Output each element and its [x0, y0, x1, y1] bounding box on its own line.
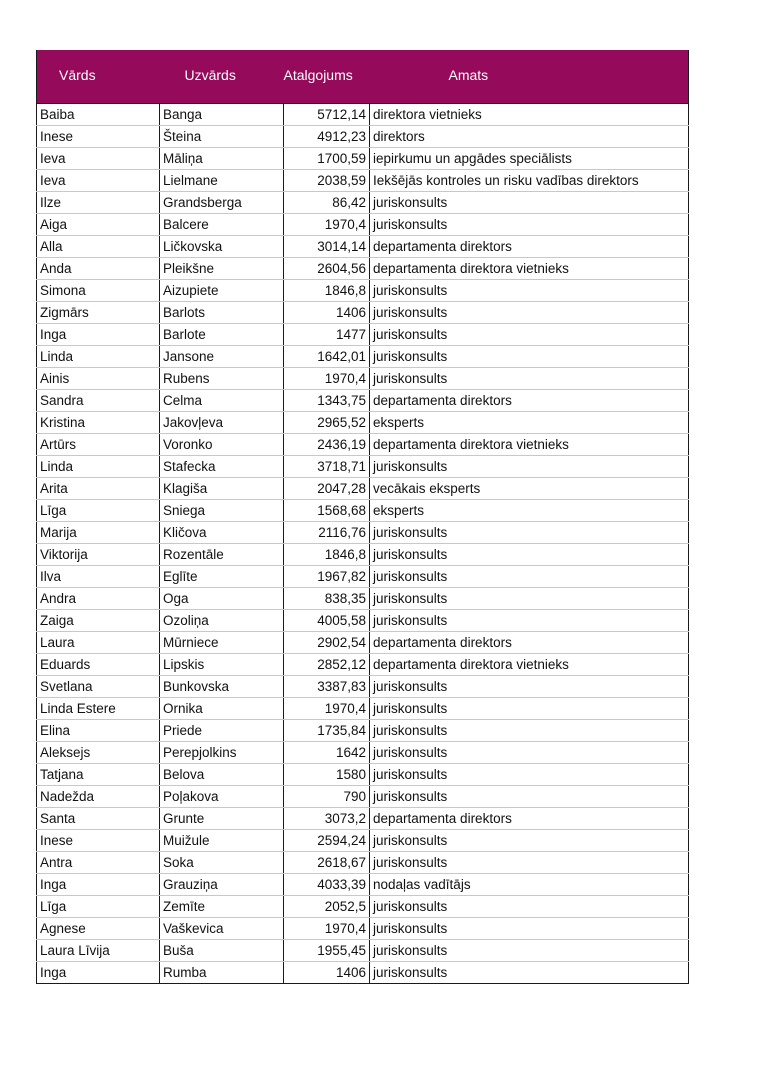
cell-first-name: Santa: [37, 807, 160, 829]
cell-last-name: Belova: [160, 763, 284, 785]
cell-position: direktors: [370, 125, 689, 147]
cell-salary: 1846,8: [284, 543, 370, 565]
cell-position: juriskonsults: [370, 961, 689, 983]
cell-salary: 1735,84: [284, 719, 370, 741]
cell-first-name: Baiba: [37, 103, 160, 125]
cell-first-name: Linda Estere: [37, 697, 160, 719]
table-row: [37, 763, 689, 785]
cell-last-name: Perepjolkins: [160, 741, 284, 763]
cell-position: juriskonsults: [370, 851, 689, 873]
cell-last-name: Māliņa: [160, 147, 284, 169]
cell-last-name: Lielmane: [160, 169, 284, 191]
cell-position: juriskonsults: [370, 521, 689, 543]
cell-salary: 2116,76: [284, 521, 370, 543]
cell-first-name: Zigmārs: [37, 301, 160, 323]
cell-first-name: Ainis: [37, 367, 160, 389]
table-row: [37, 829, 689, 851]
cell-last-name: Ozoliņa: [160, 609, 284, 631]
cell-first-name: Elina: [37, 719, 160, 741]
table-row: [37, 125, 689, 147]
cell-salary: 1343,75: [284, 389, 370, 411]
cell-salary: 86,42: [284, 191, 370, 213]
cell-position: departamenta direktora vietnieks: [370, 257, 689, 279]
cell-salary: 2052,5: [284, 895, 370, 917]
table-row: [37, 521, 689, 543]
table-row: [37, 191, 689, 213]
table-row: [37, 213, 689, 235]
cell-position: juriskonsults: [370, 939, 689, 961]
table-row: [37, 895, 689, 917]
cell-position: juriskonsults: [370, 565, 689, 587]
table-row: [37, 873, 689, 895]
table-row: [37, 719, 689, 741]
cell-salary: 1970,4: [284, 367, 370, 389]
cell-last-name: Voronko: [160, 433, 284, 455]
table-row: [37, 477, 689, 499]
cell-first-name: Līga: [37, 895, 160, 917]
cell-last-name: Kličova: [160, 521, 284, 543]
header-position: Amats: [370, 50, 689, 103]
cell-position: eksperts: [370, 411, 689, 433]
cell-salary: 1406: [284, 301, 370, 323]
cell-first-name: Zaiga: [37, 609, 160, 631]
cell-salary: 2902,54: [284, 631, 370, 653]
cell-position: juriskonsults: [370, 895, 689, 917]
cell-last-name: Jakovļeva: [160, 411, 284, 433]
table-row: [37, 631, 689, 653]
header-row: [37, 50, 689, 103]
cell-salary: 2965,52: [284, 411, 370, 433]
cell-salary: 3014,14: [284, 235, 370, 257]
cell-first-name: Linda: [37, 345, 160, 367]
table-row: [37, 257, 689, 279]
table-row: [37, 235, 689, 257]
cell-last-name: Mūrniece: [160, 631, 284, 653]
cell-last-name: Muižule: [160, 829, 284, 851]
table-row: [37, 279, 689, 301]
cell-position: juriskonsults: [370, 367, 689, 389]
cell-position: departamenta direktora vietnieks: [370, 433, 689, 455]
table-row: [37, 345, 689, 367]
cell-last-name: Jansone: [160, 345, 284, 367]
cell-salary: 2594,24: [284, 829, 370, 851]
cell-salary: 1970,4: [284, 917, 370, 939]
table-row: [37, 851, 689, 873]
table-body: [37, 103, 689, 983]
cell-last-name: Grauziņa: [160, 873, 284, 895]
cell-position: departamenta direktors: [370, 631, 689, 653]
cell-first-name: Laura: [37, 631, 160, 653]
table-row: [37, 411, 689, 433]
cell-salary: 4033,39: [284, 873, 370, 895]
cell-salary: 1642,01: [284, 345, 370, 367]
table-row: [37, 653, 689, 675]
table-row: [37, 741, 689, 763]
cell-first-name: Kristina: [37, 411, 160, 433]
salary-table-container: [36, 50, 688, 984]
cell-salary: 1700,59: [284, 147, 370, 169]
cell-salary: 1568,68: [284, 499, 370, 521]
cell-position: departamenta direktora vietnieks: [370, 653, 689, 675]
cell-position: juriskonsults: [370, 455, 689, 477]
cell-last-name: Šteina: [160, 125, 284, 147]
cell-last-name: Stafecka: [160, 455, 284, 477]
cell-last-name: Grandsberga: [160, 191, 284, 213]
cell-first-name: Aiga: [37, 213, 160, 235]
cell-position: juriskonsults: [370, 323, 689, 345]
cell-position: juriskonsults: [370, 213, 689, 235]
cell-first-name: Ilze: [37, 191, 160, 213]
table-row: [37, 301, 689, 323]
cell-position: iepirkumu un apgādes speciālists: [370, 147, 689, 169]
cell-position: juriskonsults: [370, 191, 689, 213]
cell-first-name: Anda: [37, 257, 160, 279]
cell-salary: 1406: [284, 961, 370, 983]
cell-salary: 1955,45: [284, 939, 370, 961]
cell-salary: 4005,58: [284, 609, 370, 631]
cell-salary: 1967,82: [284, 565, 370, 587]
cell-salary: 2436,19: [284, 433, 370, 455]
cell-first-name: Antra: [37, 851, 160, 873]
cell-last-name: Rozentāle: [160, 543, 284, 565]
cell-last-name: Balcere: [160, 213, 284, 235]
cell-position: juriskonsults: [370, 345, 689, 367]
cell-position: eksperts: [370, 499, 689, 521]
cell-last-name: Soka: [160, 851, 284, 873]
cell-first-name: Ieva: [37, 169, 160, 191]
cell-salary: 2618,67: [284, 851, 370, 873]
cell-first-name: Alla: [37, 235, 160, 257]
cell-last-name: Bunkovska: [160, 675, 284, 697]
table-row: [37, 565, 689, 587]
cell-last-name: Aizupiete: [160, 279, 284, 301]
cell-first-name: Viktorija: [37, 543, 160, 565]
cell-last-name: Klagiša: [160, 477, 284, 499]
cell-last-name: Sniega: [160, 499, 284, 521]
cell-salary: 1580: [284, 763, 370, 785]
cell-first-name: Sandra: [37, 389, 160, 411]
table-row: [37, 169, 689, 191]
cell-first-name: Inga: [37, 873, 160, 895]
cell-salary: 3718,71: [284, 455, 370, 477]
table-row: [37, 433, 689, 455]
cell-position: juriskonsults: [370, 829, 689, 851]
cell-first-name: Inga: [37, 323, 160, 345]
cell-first-name: Laura Līvija: [37, 939, 160, 961]
cell-position: juriskonsults: [370, 609, 689, 631]
cell-salary: 790: [284, 785, 370, 807]
header-salary: Atalgojums: [284, 50, 370, 103]
cell-first-name: Aleksejs: [37, 741, 160, 763]
cell-position: departamenta direktors: [370, 235, 689, 257]
cell-first-name: Ieva: [37, 147, 160, 169]
cell-salary: 2604,56: [284, 257, 370, 279]
table-row: [37, 455, 689, 477]
cell-last-name: Vaškevica: [160, 917, 284, 939]
table-row: [37, 323, 689, 345]
cell-last-name: Zemīte: [160, 895, 284, 917]
cell-last-name: Priede: [160, 719, 284, 741]
cell-position: vecākais eksperts: [370, 477, 689, 499]
cell-first-name: Simona: [37, 279, 160, 301]
cell-salary: 3073,2: [284, 807, 370, 829]
cell-salary: 2038,59: [284, 169, 370, 191]
cell-first-name: Eduards: [37, 653, 160, 675]
cell-salary: 1970,4: [284, 213, 370, 235]
cell-position: juriskonsults: [370, 543, 689, 565]
cell-first-name: Linda: [37, 455, 160, 477]
header-first-name: Vārds: [37, 50, 160, 103]
salary-table: [36, 50, 689, 984]
cell-last-name: Ornika: [160, 697, 284, 719]
cell-salary: 4912,23: [284, 125, 370, 147]
cell-first-name: Svetlana: [37, 675, 160, 697]
cell-last-name: Poļakova: [160, 785, 284, 807]
table-row: [37, 499, 689, 521]
header-last-name: Uzvārds: [160, 50, 284, 103]
cell-last-name: Celma: [160, 389, 284, 411]
table-row: [37, 807, 689, 829]
cell-first-name: Līga: [37, 499, 160, 521]
cell-last-name: Grunte: [160, 807, 284, 829]
table-row: [37, 147, 689, 169]
cell-salary: 2047,28: [284, 477, 370, 499]
cell-position: direktora vietnieks: [370, 103, 689, 125]
table-row: [37, 785, 689, 807]
cell-last-name: Barlots: [160, 301, 284, 323]
cell-last-name: Rumba: [160, 961, 284, 983]
cell-position: juriskonsults: [370, 785, 689, 807]
table-row: [37, 961, 689, 983]
table-row: [37, 587, 689, 609]
cell-salary: 2852,12: [284, 653, 370, 675]
cell-position: juriskonsults: [370, 301, 689, 323]
table-row: [37, 389, 689, 411]
table-row: [37, 543, 689, 565]
cell-first-name: Andra: [37, 587, 160, 609]
table-row: [37, 675, 689, 697]
cell-position: juriskonsults: [370, 719, 689, 741]
cell-position: juriskonsults: [370, 279, 689, 301]
cell-last-name: Pleikšne: [160, 257, 284, 279]
cell-last-name: Oga: [160, 587, 284, 609]
cell-position: departamenta direktors: [370, 807, 689, 829]
table-row: [37, 103, 689, 125]
cell-position: Iekšējās kontroles un risku vadības direktors: [370, 169, 689, 191]
cell-salary: 1846,8: [284, 279, 370, 301]
cell-position: nodaļas vadītājs: [370, 873, 689, 895]
cell-last-name: Buša: [160, 939, 284, 961]
table-row: [37, 367, 689, 389]
cell-first-name: Artūrs: [37, 433, 160, 455]
cell-position: juriskonsults: [370, 697, 689, 719]
cell-position: juriskonsults: [370, 763, 689, 785]
table-row: [37, 697, 689, 719]
cell-first-name: Inese: [37, 829, 160, 851]
cell-last-name: Lipskis: [160, 653, 284, 675]
cell-position: juriskonsults: [370, 675, 689, 697]
table-header: [37, 50, 689, 103]
cell-position: juriskonsults: [370, 587, 689, 609]
table-row: [37, 939, 689, 961]
cell-first-name: Marija: [37, 521, 160, 543]
cell-position: departamenta direktors: [370, 389, 689, 411]
cell-first-name: Arita: [37, 477, 160, 499]
cell-salary: 1477: [284, 323, 370, 345]
cell-position: juriskonsults: [370, 917, 689, 939]
cell-first-name: Inese: [37, 125, 160, 147]
cell-salary: 838,35: [284, 587, 370, 609]
cell-last-name: Barlote: [160, 323, 284, 345]
cell-last-name: Ličkovska: [160, 235, 284, 257]
cell-position: juriskonsults: [370, 741, 689, 763]
table-row: [37, 917, 689, 939]
cell-salary: 5712,14: [284, 103, 370, 125]
cell-last-name: Banga: [160, 103, 284, 125]
cell-salary: 1970,4: [284, 697, 370, 719]
cell-last-name: Eglīte: [160, 565, 284, 587]
cell-first-name: Inga: [37, 961, 160, 983]
cell-salary: 1642: [284, 741, 370, 763]
cell-salary: 3387,83: [284, 675, 370, 697]
cell-last-name: Rubens: [160, 367, 284, 389]
cell-first-name: Tatjana: [37, 763, 160, 785]
cell-first-name: Agnese: [37, 917, 160, 939]
table-row: [37, 609, 689, 631]
cell-first-name: Nadežda: [37, 785, 160, 807]
cell-first-name: Ilva: [37, 565, 160, 587]
